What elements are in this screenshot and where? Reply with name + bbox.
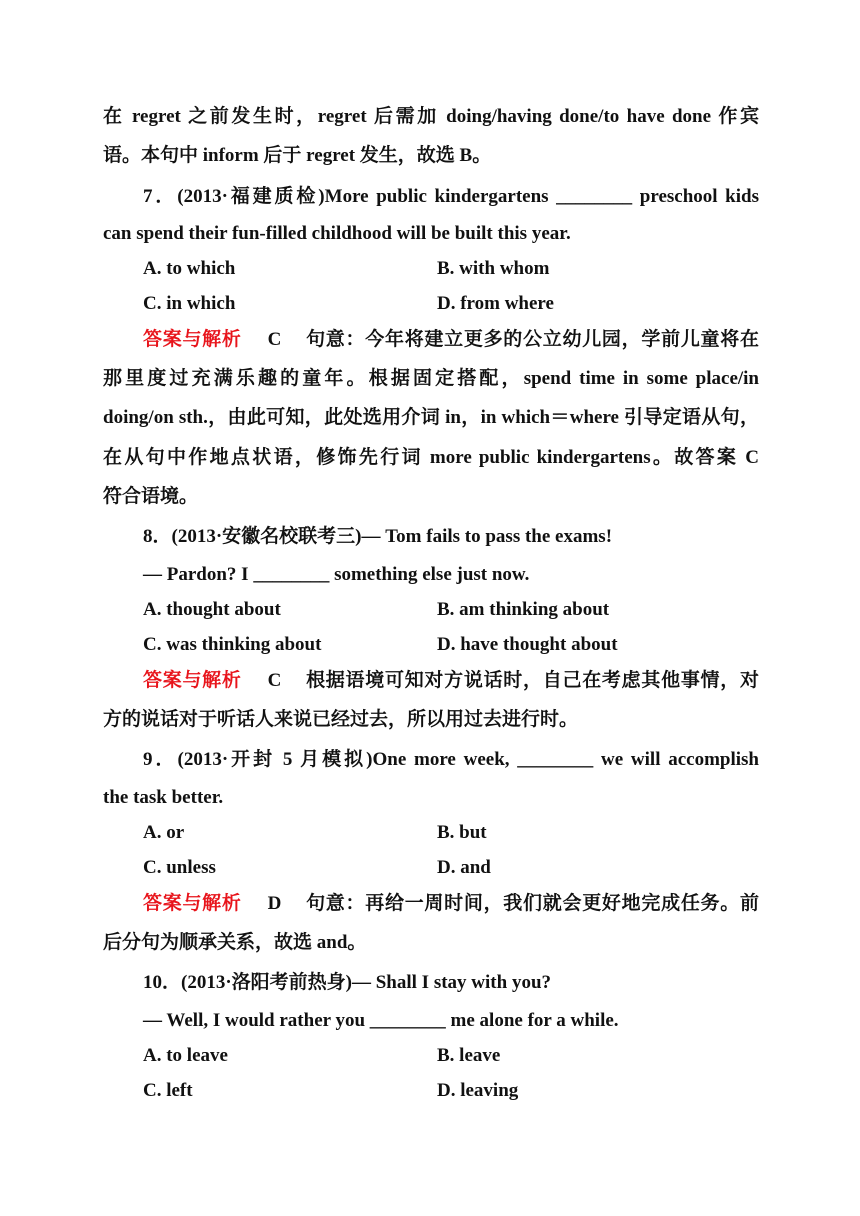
question-8-stem-line-1: 8．(2013·安徽名校联考三)— Tom fails to pass the exams!: [143, 526, 613, 547]
answer-letter: C: [267, 670, 282, 691]
explanation-text: 句意：今年将建立更多的公立幼儿园，学前儿童将在: [305, 329, 759, 350]
question-7-answer-line-1: [143, 327, 759, 353]
answer-tag: 答案与解析: [143, 893, 242, 914]
question-9-option-c: C. unless: [143, 857, 216, 878]
intro-line-2: 语。本句中 inform 后于 regret 发生，故选 B。: [103, 145, 492, 166]
answer-tag: 答案与解析: [143, 670, 242, 691]
answer-letter: C: [267, 329, 282, 350]
question-9-stem-line-1: 9．(2013·开封 5 月模拟)One more week, ________ we will accomplish: [143, 749, 759, 770]
question-10-option-d: D. leaving: [437, 1080, 519, 1101]
question-9-option-b: B. but: [437, 822, 487, 843]
question-9-explanation-line-2: 后分句为顺承关系，故选 and。: [103, 932, 367, 953]
question-8-option-a: A. thought about: [143, 599, 281, 620]
question-9-stem-line-2: the task better.: [103, 787, 224, 808]
question-7-explanation-line-2: 那里度过充满乐趣的童年。根据固定搭配，spend time in some place/in: [103, 368, 759, 389]
question-8-option-c: C. was thinking about: [143, 634, 322, 655]
question-7-explanation-line-3: doing/on sth.，由此可知，此处选用介词 in，in which＝where 引导定语从句，: [103, 407, 759, 428]
question-8-option-d: D. have thought about: [437, 634, 618, 655]
question-10-option-a: A. to leave: [143, 1045, 228, 1066]
question-7-explanation-line-5: 符合语境。: [103, 486, 199, 507]
question-7-stem-line-2: can spend their fun-filled childhood will be built this year.: [103, 223, 571, 244]
question-7-option-c: C. in which: [143, 293, 236, 314]
question-7-option-b: B. with whom: [437, 258, 550, 279]
question-7-stem-line-1: 7．(2013·福建质检)More public kindergartens ________ preschool kids: [143, 186, 759, 207]
question-7-option-d: D. from where: [437, 293, 554, 314]
question-9-option-a: A. or: [143, 822, 185, 843]
question-10-stem-line-2: — Well, I would rather you ________ me alone for a while.: [143, 1010, 619, 1031]
question-9-answer-line-1: [143, 891, 759, 917]
question-10-option-c: C. left: [143, 1080, 193, 1101]
question-10-stem-line-1: 10．(2013·洛阳考前热身)— Shall I stay with you?: [143, 972, 552, 993]
answer-letter: D: [267, 893, 282, 914]
question-8-stem-line-2: — Pardon? I ________ something else just now.: [143, 564, 530, 585]
question-8-answer-line-1: [143, 668, 759, 694]
question-9-option-d: D. and: [437, 857, 491, 878]
question-7-explanation-line-4: 在从句中作地点状语，修饰先行词 more public kindergartens。故答案 C: [103, 447, 759, 468]
question-8-option-b: B. am thinking about: [437, 599, 610, 620]
question-10-option-b: B. leave: [437, 1045, 501, 1066]
question-8-explanation-line-2: 方的说话对于听话人来说已经过去，所以用过去进行时。: [103, 709, 579, 730]
answer-tag: 答案与解析: [143, 329, 242, 350]
explanation-text: 句意：再给一周时间，我们就会更好地完成任务。前: [305, 893, 759, 914]
explanation-text: 根据语境可知对方说话时，自己在考虑其他事情，对: [305, 670, 759, 691]
question-7-option-a: A. to which: [143, 258, 236, 279]
intro-line-1: 在 regret 之前发生时，regret 后需加 doing/having done/to have done 作宾: [103, 106, 759, 127]
